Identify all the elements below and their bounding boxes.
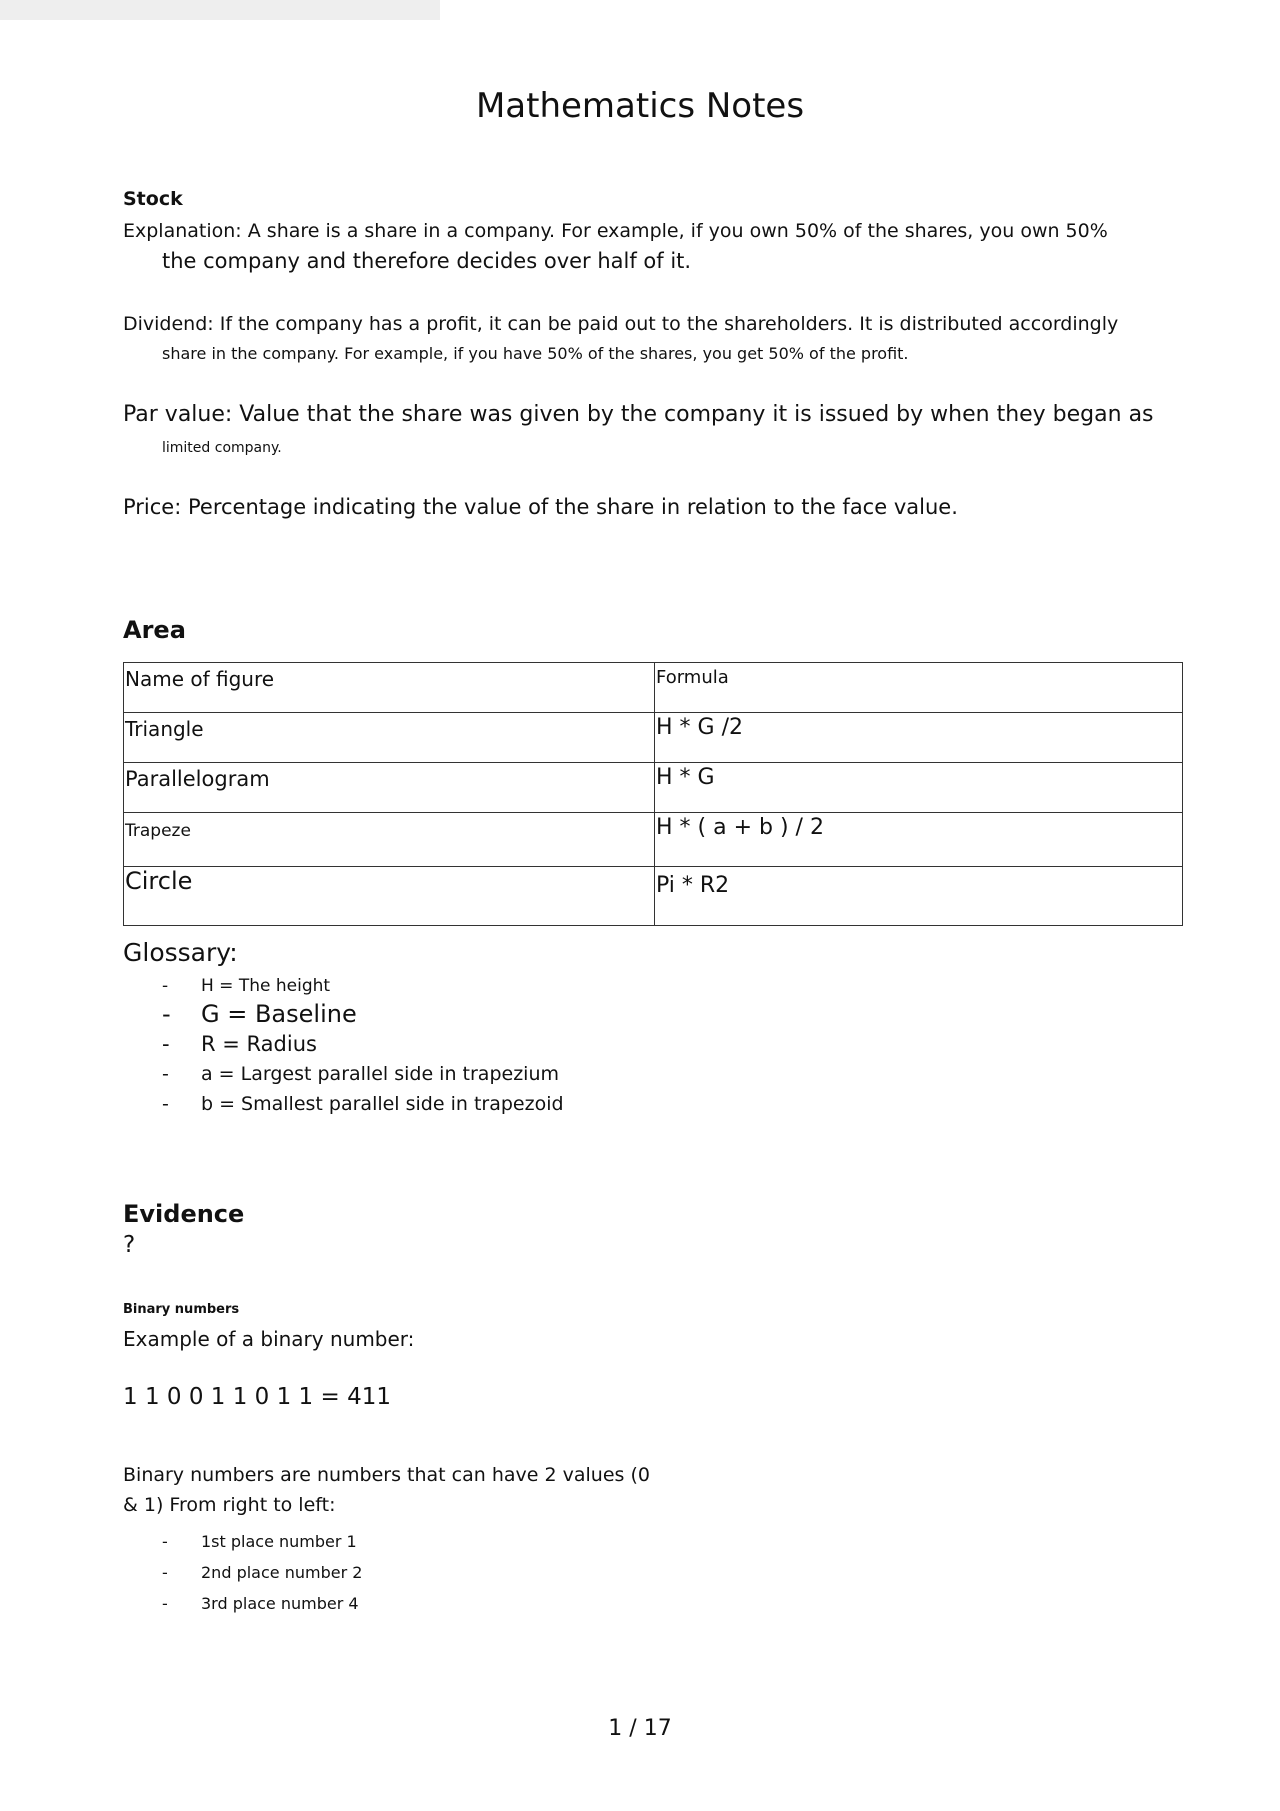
binary-heading: Binary numbers	[123, 1302, 240, 1317]
table-cell-figure: Parallelogram	[124, 763, 655, 813]
binary-example: 1 1 0 0 1 1 0 1 1 = 411	[123, 1384, 391, 1410]
binary-desc-line1: Binary numbers are numbers that can have 2 values (0	[123, 1464, 650, 1486]
stock-heading: Stock	[123, 188, 183, 210]
stock-par-value-line1: Par value: Value that the share was given by the company it is issued by when they began as	[123, 402, 1154, 427]
stock-explanation-line1: Explanation: A share is a share in a company. For example, if you own 50% of the shares, you own 50%	[123, 220, 1108, 242]
table-cell-figure: Triangle	[124, 713, 655, 763]
binary-intro: Example of a binary number:	[123, 1327, 415, 1351]
area-formula-table	[123, 662, 1183, 926]
list-item: - G = Baseline	[162, 999, 564, 1029]
table-row	[124, 813, 1183, 867]
stock-price: Price: Percentage indicating the value of the share in relation to the face value.	[123, 495, 958, 519]
stock-dividend-line2: share in the company. For example, if you have 50% of the shares, you get 50% of the profit.	[162, 344, 909, 363]
page-title: Mathematics Notes	[475, 86, 805, 126]
list-item: - 2nd place number 2	[162, 1557, 362, 1588]
table-cell-formula: H * G /2	[655, 713, 1183, 763]
glossary-label: Glossary:	[123, 938, 238, 967]
list-item: - H = The height	[162, 973, 564, 999]
list-item: - R = Radius	[162, 1029, 564, 1059]
table-cell-formula: Pi * R2	[655, 867, 1183, 926]
table-row	[124, 867, 1183, 926]
page-indicator: 1 / 17	[608, 1716, 672, 1741]
stock-explanation-line2: the company and therefore decides over half of it.	[162, 249, 692, 273]
list-item: - a = Largest parallel side in trapezium	[162, 1059, 564, 1089]
table-header-cell: Formula	[655, 663, 1183, 713]
table-cell-formula: H * G	[655, 763, 1183, 813]
evidence-heading: Evidence	[123, 1200, 245, 1228]
glossary-list	[162, 973, 564, 1119]
table-row	[124, 713, 1183, 763]
stock-par-value-line2: limited company.	[162, 440, 282, 456]
table-cell-figure: Circle	[124, 867, 655, 926]
list-item: - 3rd place number 4	[162, 1588, 362, 1619]
evidence-body: ?	[123, 1232, 136, 1258]
table-header-cell: Name of figure	[124, 663, 655, 713]
list-item: - 1st place number 1	[162, 1526, 362, 1557]
list-item: - b = Smallest parallel side in trapezoid	[162, 1089, 564, 1119]
table-header-row	[124, 663, 1183, 713]
table-cell-figure: Trapeze	[124, 813, 655, 867]
binary-desc-line2: & 1) From right to left:	[123, 1494, 336, 1516]
binary-places-list	[162, 1526, 362, 1619]
table-cell-formula: H * ( a + b ) / 2	[655, 813, 1183, 867]
table-row	[124, 763, 1183, 813]
stock-dividend-line1: Dividend: If the company has a profit, it can be paid out to the shareholders. It is distributed accordingly	[123, 313, 1119, 335]
area-heading: Area	[123, 616, 186, 644]
